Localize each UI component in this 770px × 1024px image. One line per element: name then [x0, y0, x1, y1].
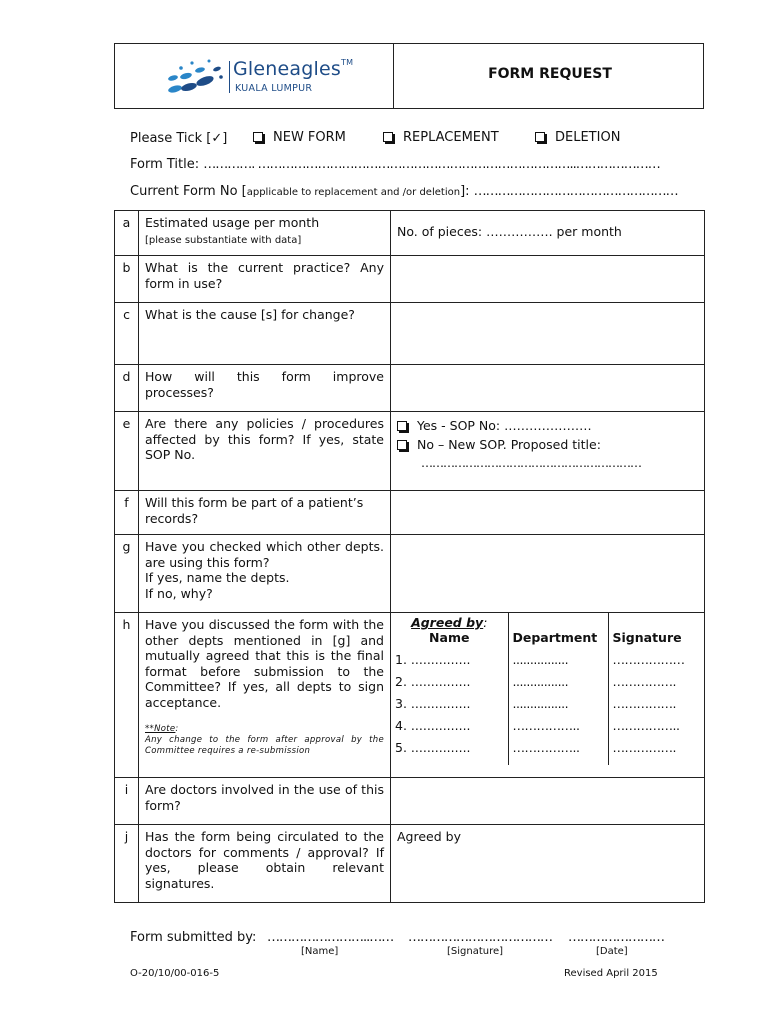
submitted-date-field[interactable]: …………………… [568, 930, 664, 945]
table-row [115, 412, 705, 491]
gleneagles-logo-icon [165, 57, 227, 97]
row-question: Are doctors involved in the use of this form? [139, 778, 391, 825]
table-row [115, 778, 705, 825]
current-form-field[interactable]: Current Form No [applicable to replacement and /or deletion]: …………………………………………… [130, 184, 678, 199]
option-deletion[interactable]: DELETION [535, 130, 620, 145]
row-letter: g [115, 535, 139, 613]
request-table [114, 210, 705, 903]
answer-cell[interactable] [391, 778, 705, 825]
signatures-column[interactable]: ……………… ……………. ……………. …………….. ……………. [608, 645, 704, 765]
names-column[interactable]: 1. ............... 2. ............... 3. ............... 4. ............... 5. ............... [395, 652, 471, 755]
sop-yes-option[interactable]: Yes - SOP No: ………………… [397, 416, 698, 435]
doctor-approval-answer[interactable]: Agreed by [391, 825, 705, 903]
row-question: How will this form improve processes? [139, 365, 391, 412]
row-question: Will this form be part of a patient’s records? [139, 491, 391, 535]
date-caption: [Date] [596, 946, 628, 957]
agreed-by-table [391, 613, 704, 765]
checkbox-icon[interactable] [253, 132, 263, 142]
page-title: FORM REQUEST [488, 66, 612, 82]
table-row [115, 491, 705, 535]
checkbox-icon[interactable] [397, 421, 407, 431]
header-divider [393, 44, 394, 108]
table-row [115, 365, 705, 412]
sop-answer[interactable] [391, 412, 705, 491]
logo-subtitle: KUALA LUMPUR [235, 83, 313, 94]
form-title-field[interactable]: Form Title: …………. ……………………………………………………………………..………………… [130, 157, 660, 172]
row-letter: f [115, 491, 139, 535]
agreed-by-heading: Agreed by: Name [411, 615, 488, 645]
option-new-form[interactable]: NEW FORM [253, 130, 346, 145]
row-question: Have you discussed the form with the other depts mentioned in [g] and mutually agreed that this is the final format before submission to the Committee? If yes, all depts to sign acceptance. **Note: Any change to the form after approval by the Committee requires a re-submission [139, 613, 391, 778]
submitted-by-label: Form submitted by: [130, 930, 257, 945]
row-question: What is the cause [s] for change? [139, 303, 391, 365]
row-letter: i [115, 778, 139, 825]
row-letter: a [115, 211, 139, 256]
departments-column[interactable]: ................ ................ ................ …………….. …………….. [508, 645, 608, 765]
agreed-table-cell [391, 613, 705, 778]
table-row [115, 825, 705, 903]
document-code: O-20/10/00-016-5 [130, 968, 220, 979]
tick-label: Please Tick [✓] [130, 131, 228, 146]
logo-divider [229, 61, 230, 93]
form-header [114, 43, 704, 109]
option-replacement[interactable]: REPLACEMENT [383, 130, 499, 145]
table-row [115, 613, 705, 778]
submitter-name-field[interactable]: ……………………..…… [267, 930, 394, 945]
signature-header: Signature [608, 613, 704, 645]
answer-cell[interactable] [391, 365, 705, 412]
answer-cell[interactable] [391, 303, 705, 365]
sop-no-option[interactable]: No – New SOP. Proposed title: [397, 435, 698, 454]
submitter-signature-field[interactable]: ……………………………… [408, 930, 552, 945]
resubmission-note: **Note: Any change to the form after approval by the Committee requires a re-submission [145, 724, 384, 756]
row-question: Have you checked which other depts. are using this form? If yes, name the depts. If no, why? [139, 535, 391, 613]
table-row [115, 211, 705, 256]
signature-caption: [Signature] [447, 946, 504, 957]
row-question: Has the form being circulated to the doctors for comments / approval? If yes, please obtain relevant signatures. [139, 825, 391, 903]
row-question: Are there any policies / procedures affected by this form? If yes, state SOP No. [139, 412, 391, 491]
answer-cell[interactable] [391, 535, 705, 613]
row-letter: d [115, 365, 139, 412]
row-letter: b [115, 256, 139, 303]
row-question: Estimated usage per month [please substantiate with data] [139, 211, 391, 256]
usage-answer[interactable]: No. of pieces: ……………. per month [391, 211, 705, 256]
checkbox-icon[interactable] [535, 132, 545, 142]
department-header: Department [508, 613, 608, 645]
answer-cell[interactable] [391, 256, 705, 303]
row-letter: e [115, 412, 139, 491]
revision-date: Revised April 2015 [564, 968, 658, 979]
trademark: TM [341, 58, 354, 67]
table-row [115, 303, 705, 365]
logo-wordmark: Gleneagles™ [233, 58, 354, 80]
row-question: What is the current practice? Any form in use? [139, 256, 391, 303]
answer-cell[interactable] [391, 491, 705, 535]
proposed-title-field[interactable]: …………………………………………………… [421, 456, 641, 470]
checkbox-icon[interactable] [397, 440, 407, 450]
row-letter: c [115, 303, 139, 365]
row-letter: h [115, 613, 139, 778]
table-row [115, 535, 705, 613]
name-caption: [Name] [301, 946, 339, 957]
row-letter: j [115, 825, 139, 903]
checkbox-icon[interactable] [383, 132, 393, 142]
table-row [115, 256, 705, 303]
